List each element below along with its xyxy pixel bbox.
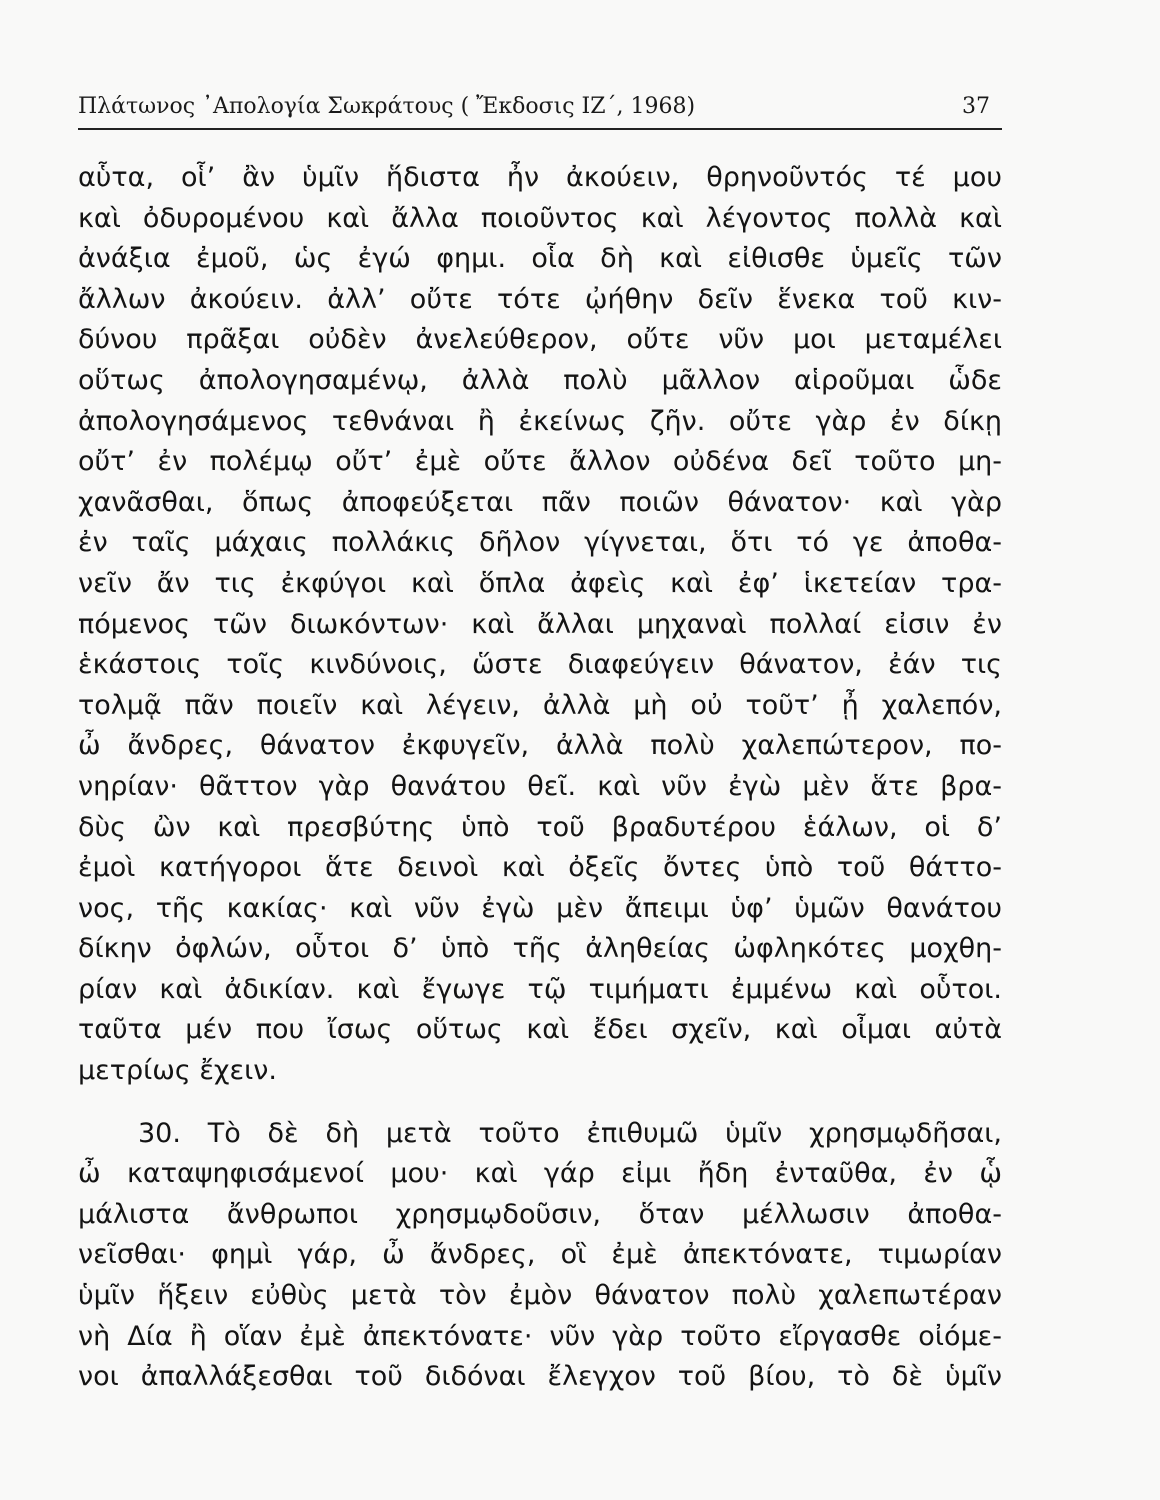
text-line: νοι ἀπαλλάξεσθαι τοῦ διδόναι ἔλεγχον τοῦ βίου, τὸ δὲ ὑμῖν [78, 1361, 1002, 1393]
text-line: νεῖν ἄν τις ἐκφύγοι καὶ ὅπλα ἀφεὶς καὶ ἐφ’ ἱκετείαν τρα- [78, 567, 1002, 599]
text-line: ὦ ἄνδρες, θάνατον ἐκφυγεῖν, ἀλλὰ πολὺ χαλεπώτερον, πο- [78, 730, 1002, 762]
paragraph-2 [78, 1114, 1002, 1398]
text-line: πόμενος τῶν διωκόντων· καὶ ἄλλαι μηχαναὶ πολλαί εἰσιν ἐν [78, 608, 1002, 640]
text-line: ἑκάστοις τοῖς κινδύνοις, ὥστε διαφεύγειν θάνατον, ἐάν τις [78, 649, 1002, 681]
text-line: αὗτα, οἷ’ ἂν ὑμῖν ἥδιστα ἦν ἀκούειν, θρηνοῦντός τέ μου [78, 162, 1002, 193]
text-line: οὕτως ἀπολογησαμένῳ, ἀλλὰ πολὺ μᾶλλον αἱροῦμαι ὧδε [78, 364, 1002, 396]
text-line: μετρίως ἔχειν. [78, 1055, 277, 1087]
text-line: νηρίαν· θᾶττον γὰρ θανάτου θεῖ. καὶ νῦν ἐγὼ μὲν ἅτε βρα- [78, 770, 1002, 802]
text-line: νος, τῆς κακίας· καὶ νῦν ἐγὼ μὲν ἄπειμι ὑφ’ ὑμῶν θανάτου [78, 892, 1002, 924]
running-header [78, 92, 1002, 130]
paragraph-1 [78, 158, 1002, 1092]
text-line: ἀπολογησάμενος τεθνάναι ἢ ἐκείνως ζῆν. οὔτε γὰρ ἐν δίκῃ [78, 405, 1002, 437]
running-title: Πλάτωνος ᾿Απολογία Σωκράτους ( Ἔκδοσις ΙΖ΄, 1968) [78, 94, 696, 119]
text-line: ἄλλων ἀκούειν. ἀλλ’ οὔτε τότε ᾠήθην δεῖν ἕνεκα τοῦ κιν- [78, 283, 1002, 315]
text-line: ἀνάξια ἐμοῦ, ὡς ἐγώ φημι. οἷα δὴ καὶ εἰθισθε ὑμεῖς τῶν [78, 243, 1002, 275]
text-line: οὔτ’ ἐν πολέμῳ οὔτ’ ἐμὲ οὔτε ἄλλον οὐδένα δεῖ τοῦτο μη- [78, 446, 1002, 478]
text-line: ἐμοὶ κατήγοροι ἅτε δεινοὶ καὶ ὀξεῖς ὄντες ὑπὸ τοῦ θάττο- [78, 852, 1002, 884]
text-line: ἐν ταῖς μάχαις πολλάκις δῆλον γίγνεται, ὅτι τό γε ἀποθα- [78, 527, 1002, 559]
text-line: 30. Τὸ δὲ δὴ μετὰ τοῦτο ἐπιθυμῶ ὑμῖν χρησμῳδῆσαι, [138, 1117, 1002, 1149]
text-line: δίκην ὀφλών, οὗτοι δ’ ὑπὸ τῆς ἀληθείας ὠφληκότες μοχθη- [78, 933, 1002, 965]
text-line: ταῦτα μέν που ἴσως οὕτως καὶ ἔδει σχεῖν, καὶ οἶμαι αὐτὰ [78, 1014, 1002, 1046]
text-line: τολμᾷ πᾶν ποιεῖν καὶ λέγειν, ἀλλὰ μὴ οὐ τοῦτ’ ᾖ χαλεπόν, [78, 689, 1002, 721]
text-line: δὺς ὢν καὶ πρεσβύτης ὑπὸ τοῦ βραδυτέρου ἑάλων, οἱ δ’ [78, 811, 1002, 843]
page-number: 37 [962, 94, 990, 119]
text-line: μάλιστα ἄνθρωποι χρησμῳδοῦσιν, ὅταν μέλλωσιν ἀποθα- [78, 1198, 1002, 1230]
text-line: ὑμῖν ἥξειν εὐθὺς μετὰ τὸν ἐμὸν θάνατον πολὺ χαλεπωτέραν [78, 1280, 1002, 1312]
text-line: καὶ ὀδυρομένου καὶ ἄλλα ποιοῦντος καὶ λέγοντος πολλὰ καὶ [78, 202, 1002, 234]
text-line: ὦ καταψηφισάμενοί μου· καὶ γάρ εἰμι ἤδη ἐνταῦθα, ἐν ᾧ [78, 1158, 1002, 1190]
body-text [78, 158, 1002, 1398]
paragraph-spacer [78, 1092, 1002, 1114]
text-line: ρίαν καὶ ἀδικίαν. καὶ ἔγωγε τῷ τιμήματι ἐμμένω καὶ οὗτοι. [78, 973, 1002, 1005]
text-line: νὴ Δία ἢ οἵαν ἐμὲ ἀπεκτόνατε· νῦν γὰρ τοῦτο εἴργασθε οἰόμε- [78, 1320, 1002, 1352]
text-line: χανᾶσθαι, ὅπως ἀποφεύξεται πᾶν ποιῶν θάνατον· καὶ γὰρ [78, 486, 1002, 518]
text-line: νεῖσθαι· φημὶ γάρ, ὦ ἄνδρες, οἳ ἐμὲ ἀπεκτόνατε, τιμωρίαν [78, 1239, 1002, 1271]
text-line: δύνου πρᾶξαι οὐδὲν ἀνελεύθερον, οὔτε νῦν μοι μεταμέλει [78, 324, 1002, 356]
